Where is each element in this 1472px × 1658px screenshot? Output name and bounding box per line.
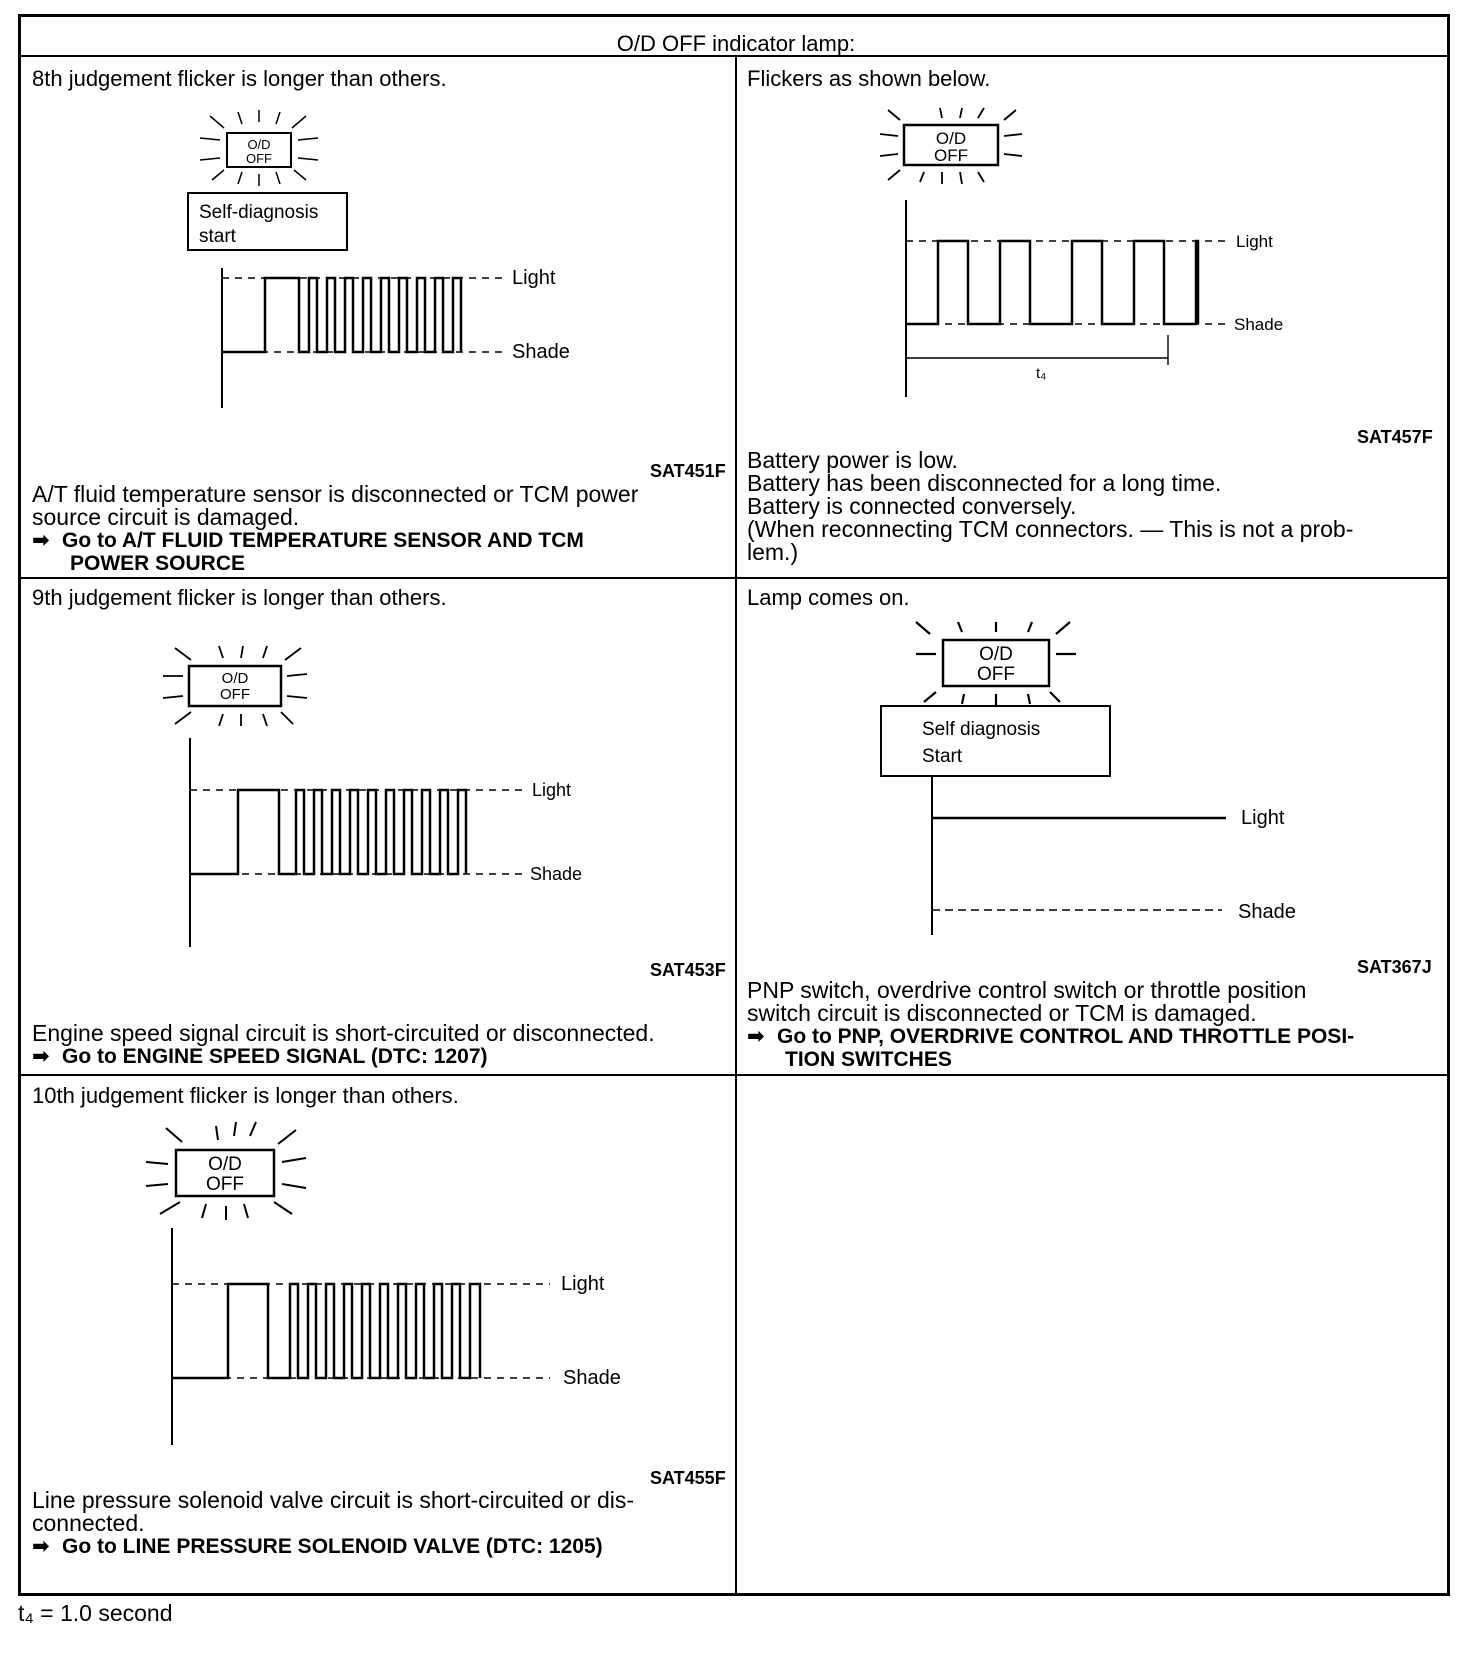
svg-text:O/D: O/D (935, 129, 967, 148)
cell-heading: 10th judgement flicker is longer than others. (32, 1083, 459, 1108)
light-label: Light (1241, 807, 1285, 829)
cause-description: A/T fluid temperature sensor is disconnected or TCM power source circuit is damaged. ➡ Go to A/T FLUID TEMPERATURE SENSOR AND TCM POWER SOURCE (32, 481, 639, 575)
table-title: O/D OFF indicator lamp: (616, 31, 856, 56)
action-link[interactable]: Go to A/T FLUID TEMPERATURE SENSOR AND TCM (62, 529, 584, 552)
shade-label: Shade (563, 1367, 621, 1389)
footnote: t₄ = 1.0 second (18, 1600, 173, 1626)
action-link[interactable]: Go to LINE PRESSURE SOLENOID VALVE (DTC: 1205) (62, 1535, 603, 1558)
figure-code: SAT451F (650, 461, 726, 481)
figure-code: SAT367J (1357, 957, 1432, 977)
shade-label: Shade (512, 341, 570, 363)
svg-text:Self diagnosis: Self diagnosis (922, 719, 1041, 740)
cell-heading: 8th judgement flicker is longer than others. (32, 66, 447, 91)
svg-text:O/D: O/D (247, 137, 271, 152)
cell-heading: Lamp comes on. (747, 585, 910, 610)
light-label: Light (1236, 232, 1273, 251)
light-label: Light (532, 780, 572, 800)
cell-heading: Flickers as shown below. (747, 66, 991, 91)
shade-label: Shade (530, 864, 583, 884)
shade-label: Shade (1234, 315, 1284, 334)
svg-text:start: start (199, 226, 236, 247)
svg-text:Start: Start (922, 746, 963, 767)
light-label: Light (512, 267, 556, 289)
cause-description: PNP switch, overdrive control switch or throttle position switch circuit is disconnected or TCM is damaged. ➡ Go to PNP, OVERDRIVE CONTROL AND THROTTLE POSI- TION SWITCHES (747, 977, 1355, 1071)
cell-heading: 9th judgement flicker is longer than others. (32, 585, 447, 610)
t4-label: t₄ (1036, 365, 1047, 382)
action-link[interactable]: Go to ENGINE SPEED SIGNAL (DTC: 1207) (62, 1045, 488, 1068)
light-label: Light (561, 1273, 605, 1295)
shade-label: Shade (1238, 901, 1296, 923)
svg-text:OFF: OFF (220, 686, 250, 703)
figure-code: SAT455F (650, 1468, 726, 1488)
cause-description: Battery power is low. Battery has been disconnected for a long time. Battery is connected conversely. (When reconnecting TCM connectors. — This is not a prob- lem.) (747, 447, 1354, 565)
svg-text:O/D: O/D (208, 1154, 242, 1175)
figure-code: SAT457F (1357, 427, 1433, 447)
svg-text:OFF: OFF (934, 146, 968, 165)
svg-text:Self-diagnosis: Self-diagnosis (199, 202, 319, 223)
arrow-icon: ➡ (32, 529, 50, 552)
svg-text:OFF: OFF (977, 664, 1015, 685)
arrow-icon: ➡ (747, 1025, 765, 1048)
svg-text:O/D: O/D (979, 644, 1013, 665)
action-link[interactable]: Go to PNP, OVERDRIVE CONTROL AND THROTTLE POSI- (777, 1025, 1355, 1048)
arrow-icon: ➡ (32, 1535, 50, 1558)
arrow-icon: ➡ (32, 1045, 50, 1068)
cause-description: Line pressure solenoid valve circuit is short-circuited or dis- connected. ➡ Go to LINE PRESSURE SOLENOID VALVE (DTC: 1205) (32, 1487, 635, 1558)
svg-text:OFF: OFF (246, 151, 272, 166)
figure-code: SAT453F (650, 960, 726, 980)
cause-description: Engine speed signal circuit is short-circuited or disconnected. ➡ Go to ENGINE SPEED SIGNAL (DTC: 1207) (32, 1020, 655, 1068)
svg-text:O/D: O/D (221, 670, 249, 687)
svg-text:OFF: OFF (206, 1174, 244, 1195)
flicker-signal (172, 1284, 480, 1378)
